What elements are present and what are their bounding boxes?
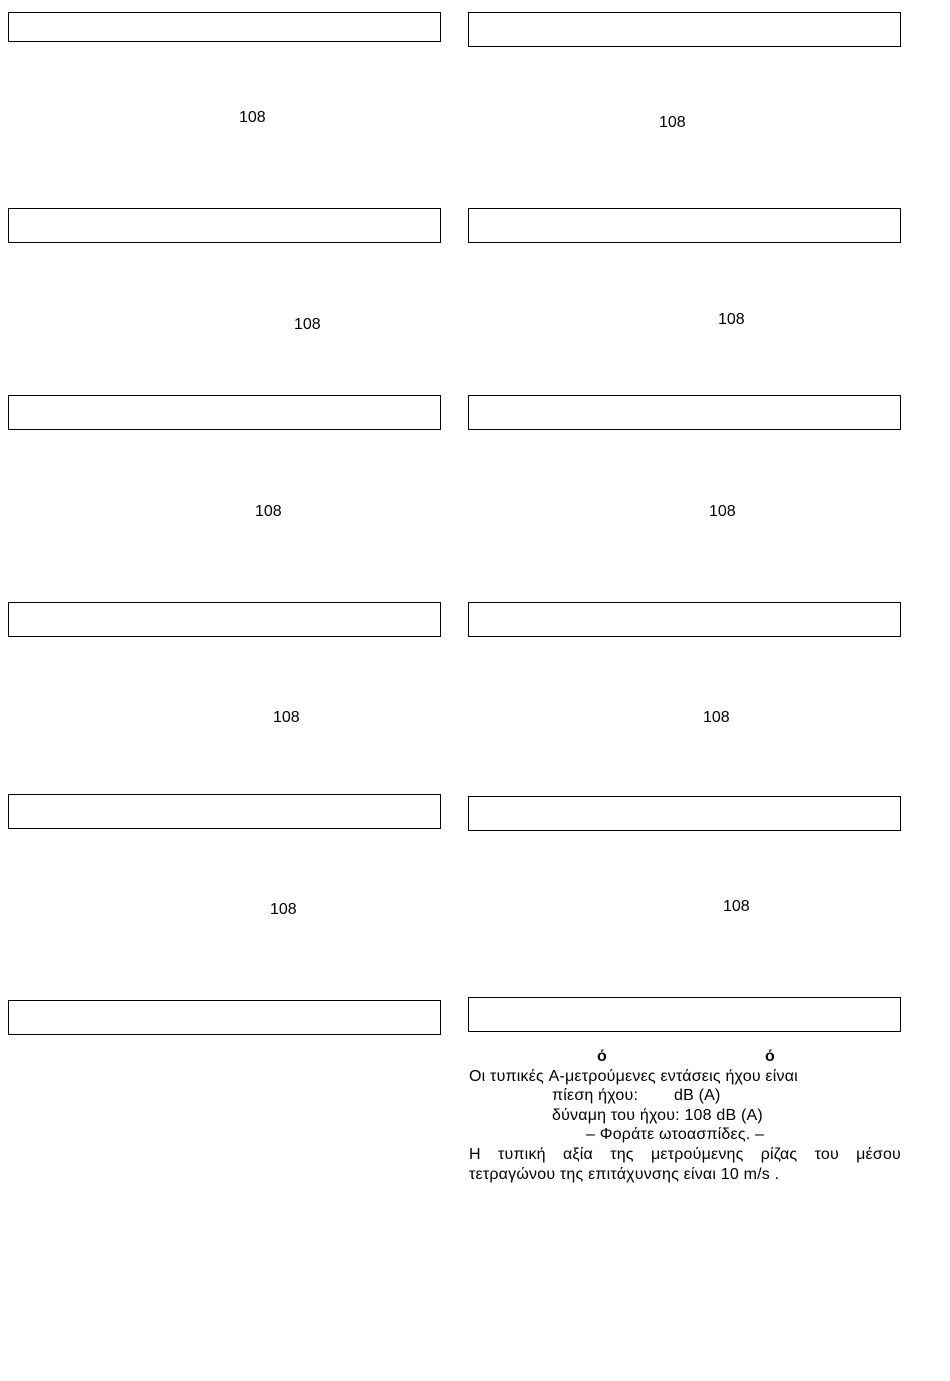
ear-protection-warning: – Φοράτε ωτοασπίδες. – — [586, 1126, 765, 1144]
right-sound-power-value-5: 108 — [723, 898, 750, 915]
right-section-header-box-5 — [468, 796, 901, 831]
sound-power-line: δύναμη του ήχου: 108 dB (A) — [552, 1106, 763, 1124]
left-sound-power-value-3: 108 — [255, 503, 282, 520]
left-sound-power-value-1: 108 — [239, 109, 266, 126]
left-sound-power-value-4: 108 — [273, 709, 300, 726]
right-sound-power-value-3: 108 — [709, 503, 736, 520]
accent-mark-1: ό — [597, 1048, 607, 1065]
left-section-header-box-2 — [8, 208, 441, 243]
left-sound-power-value-2: 108 — [294, 316, 321, 333]
sound-pressure-row — [469, 1086, 901, 1106]
noise-intro-text: Οι τυπικές A-μετρούμενες εντάσεις ήχου είναι — [469, 1067, 798, 1085]
sound-pressure-unit: dB (A) — [674, 1087, 721, 1105]
noise-vibration-notes — [469, 1047, 901, 1184]
right-sound-power-value-4: 108 — [703, 709, 730, 726]
left-section-header-box-4 — [8, 602, 441, 637]
right-sound-power-value-2: 108 — [718, 311, 745, 328]
right-section-header-box-6 — [468, 997, 901, 1032]
right-section-header-box-2 — [468, 208, 901, 243]
accent-row — [469, 1047, 901, 1067]
sound-pressure-label: πίεση ήχου: — [552, 1087, 639, 1105]
left-section-header-box-3 — [8, 395, 441, 430]
vibration-line-1: Η τυπική αξία της μετρούμενης ρίζας του μέσου — [469, 1145, 901, 1163]
ear-protection-row — [469, 1125, 901, 1145]
right-sound-power-value-1: 108 — [659, 114, 686, 131]
right-section-header-box-3 — [468, 395, 901, 430]
left-section-header-box-5 — [8, 794, 441, 829]
left-section-header-box-6 — [8, 1000, 441, 1035]
vibration-line-2: τετραγώνου της επιτάχυνσης είναι 10 m/s . — [469, 1165, 780, 1183]
right-section-header-box-4 — [468, 602, 901, 637]
accent-mark-2: ό — [765, 1048, 775, 1065]
sound-power-row — [469, 1106, 901, 1126]
left-sound-power-value-5: 108 — [270, 901, 297, 918]
right-section-header-box-1 — [468, 12, 901, 47]
left-section-header-box-1 — [8, 12, 441, 42]
